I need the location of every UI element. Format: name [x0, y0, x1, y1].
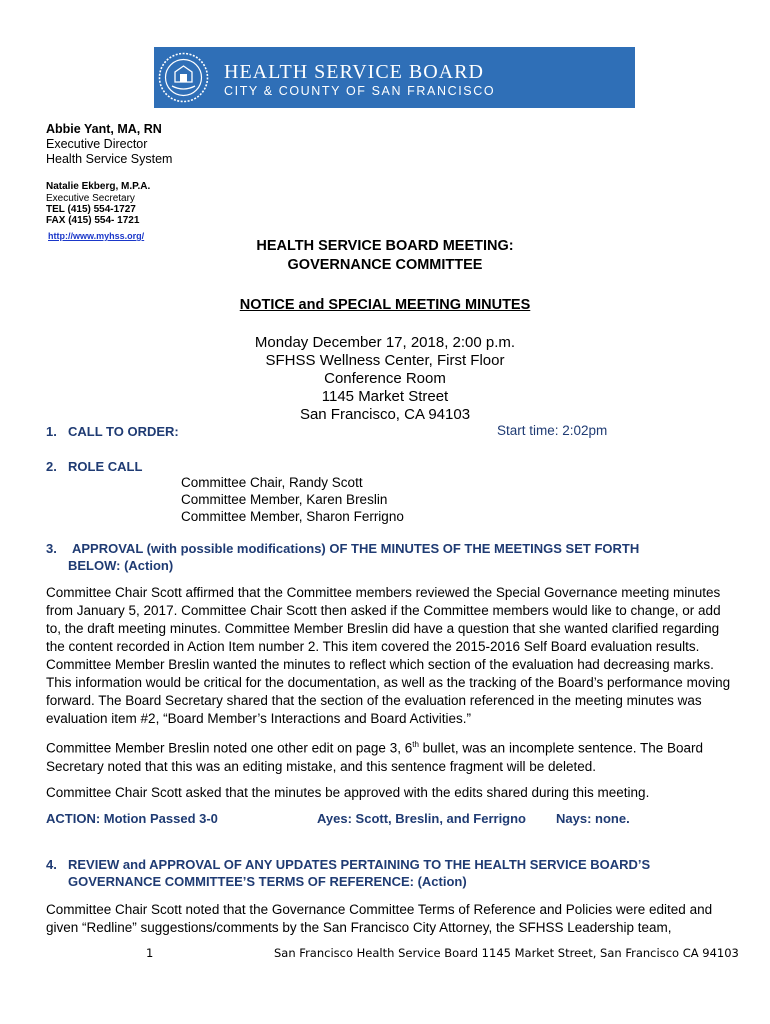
section-4-number: 4.	[46, 857, 57, 872]
section-4-title: REVIEW and APPROVAL OF ANY UPDATES PERTAINING TO THE HEALTH SERVICE BOARD’S	[68, 857, 651, 872]
section-4-body	[46, 901, 736, 937]
section-3-body	[46, 584, 736, 810]
section-3-paragraph-2: Committee Member Breslin noted one other edit on page 3, 6th bullet, was an incomplete sentence. The Board Secretary noted that this was an editing mistake, and this sentence fragment will be deleted.	[46, 740, 704, 774]
banner-title: HEALTH SERVICE BOARD	[224, 61, 484, 83]
city-seal-icon	[158, 52, 209, 103]
section-3-number: 3.	[46, 541, 57, 556]
website-link[interactable]: http://www.myhss.org/	[48, 231, 145, 241]
roll-call-member: Committee Member, Karen Breslin	[181, 492, 388, 507]
fax-number: FAX (415) 554- 1721	[46, 215, 140, 226]
section-3-paragraph-3: Committee Chair Scott asked that the minutes be approved with the edits shared during this meeting.	[46, 784, 650, 800]
section-4-title-cont: GOVERNANCE COMMITTEE’S TERMS OF REFERENCE: (Action)	[68, 874, 467, 889]
roll-call-member: Committee Member, Sharon Ferrigno	[181, 509, 404, 524]
section-3-paragraph-1: Committee Chair Scott affirmed that the Committee members reviewed the Special Governance meeting minutes from January 5, 2017. Committee Chair Scott then asked if the Committee members would like to change, or add to, the draft meeting minutes. Committee Member Breslin did have a question that she wanted clarified regarding the content recorded in Action Item number 2. This item covered the 2015-2016 Self Board evaluation results. Committee Member Breslin wanted the minutes to reflect which section of the evaluation had decreasing marks. This information would be critical for the documentation, as well as the tracking of the Board’s performance moving forward. The Board Secretary shared that the section of the evaluation referenced in the meeting minutes was evaluation item #2, “Board Member’s Interactions and Board Activities.”	[46, 585, 731, 726]
footer-address: San Francisco Health Service Board 1145 Market Street, San Francisco CA 94103	[274, 946, 739, 960]
start-time: Start time: 2:02pm	[497, 423, 608, 438]
page-number: 1	[146, 946, 154, 960]
section-4-paragraph-1: Committee Chair Scott noted that the Governance Committee Terms of Reference and Policies were edited and given “Redline” suggestions/comments by the San Francisco City Attorney, the SFHSS Leadership team,	[46, 902, 713, 935]
action-nays: Nays: none.	[556, 811, 630, 826]
director-name: Abbie Yant, MA, RN	[46, 122, 162, 136]
section-3-title-cont: BELOW: (Action)	[68, 558, 174, 573]
secretary-name: Natalie Ekberg, M.P.A.	[46, 181, 151, 192]
section-1-title: CALL TO ORDER:	[68, 424, 179, 439]
committee-title: GOVERNANCE COMMITTEE	[287, 257, 483, 273]
meeting-date: Monday December 17, 2018, 2:00 p.m.	[254, 334, 516, 351]
director-title: Executive Director	[46, 137, 148, 151]
meeting-city: San Francisco, CA 94103	[299, 406, 471, 423]
notice-title: NOTICE and SPECIAL MEETING MINUTES	[239, 297, 531, 313]
action-ayes: Ayes: Scott, Breslin, and Ferrigno	[317, 811, 527, 826]
header-banner	[154, 47, 635, 108]
section-3-title: APPROVAL (with possible modifications) OF THE MINUTES OF THE MEETINGS SET FORTH	[72, 541, 640, 556]
secretary-title: Executive Secretary	[46, 193, 135, 204]
section-1-number: 1.	[46, 424, 57, 439]
phone-number: TEL (415) 554-1727	[46, 204, 136, 215]
meeting-title: HEALTH SERVICE BOARD MEETING:	[256, 238, 514, 254]
banner-subtitle: CITY & COUNTY OF SAN FRANCISCO	[224, 84, 496, 98]
director-org: Health Service System	[46, 152, 173, 166]
roll-call-member: Committee Chair, Randy Scott	[181, 475, 363, 490]
section-2-title: ROLE CALL	[68, 459, 143, 474]
meeting-venue: SFHSS Wellness Center, First Floor	[265, 352, 505, 369]
section-2-number: 2.	[46, 459, 57, 474]
meeting-street: 1145 Market Street	[321, 388, 449, 405]
meeting-room: Conference Room	[324, 370, 446, 387]
action-result: ACTION: Motion Passed 3-0	[46, 811, 218, 826]
